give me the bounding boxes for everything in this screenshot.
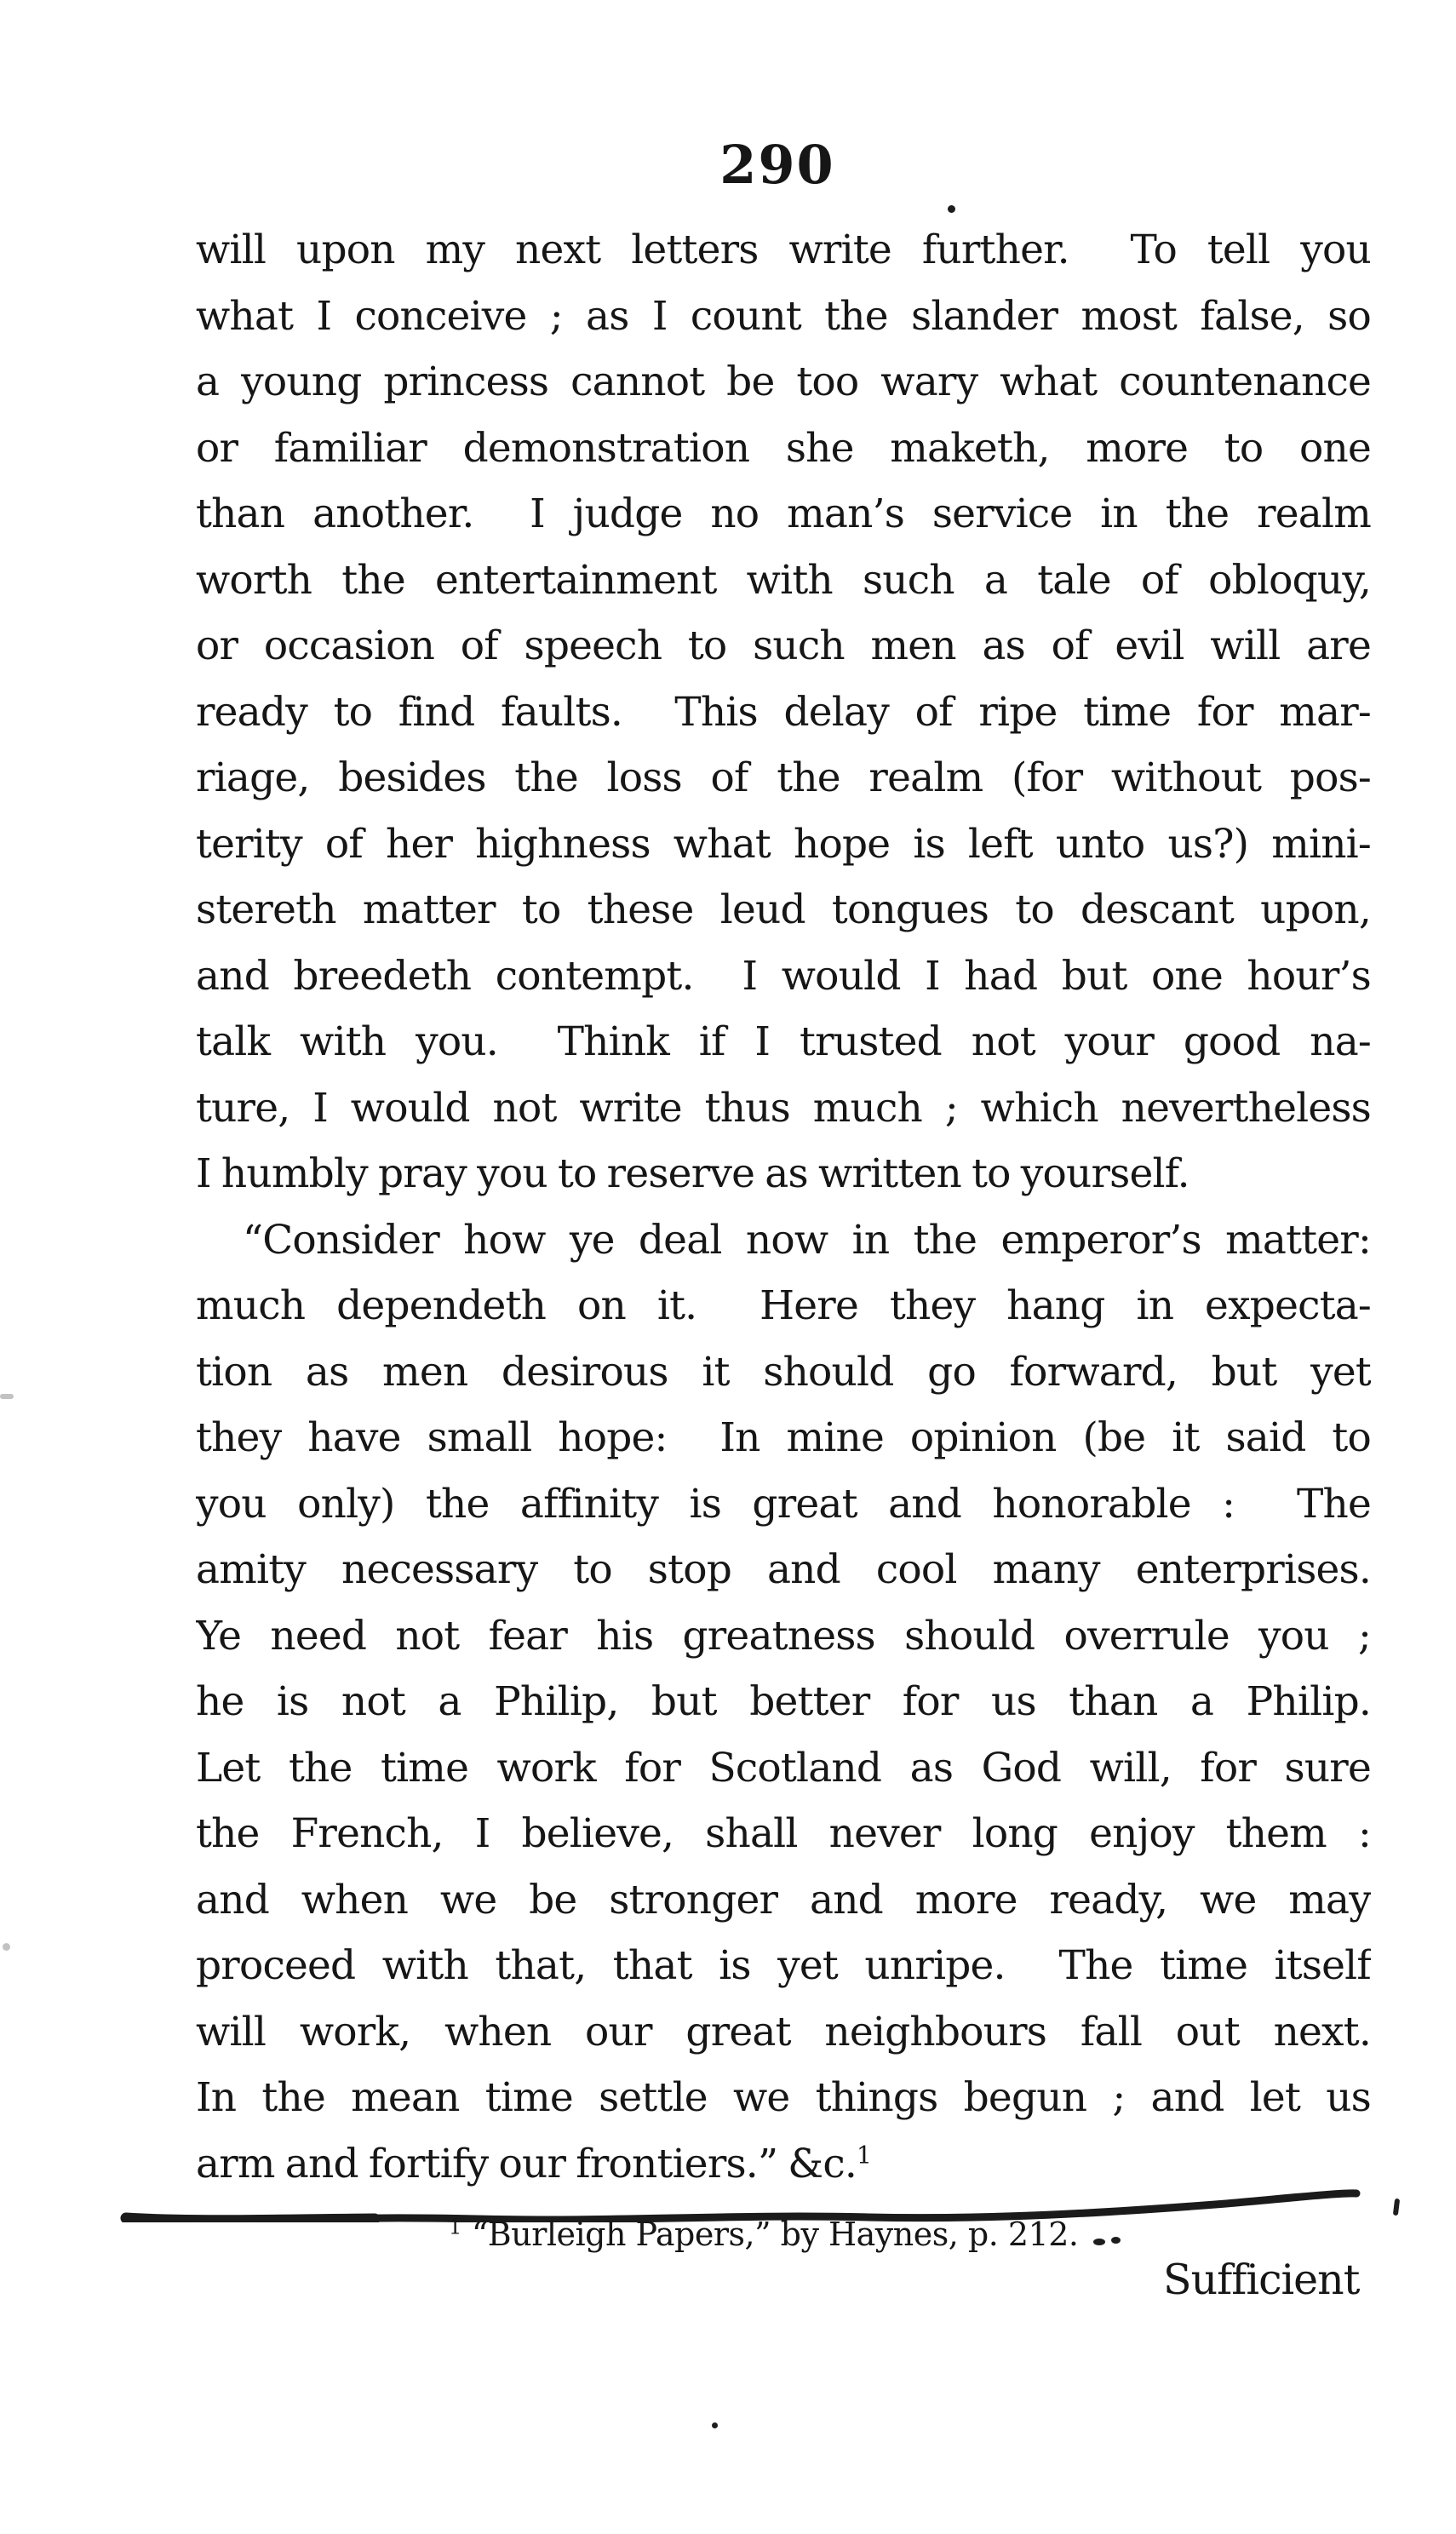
- text-line: I humbly pray you to reserve as written to yourself.: [196, 1150, 1189, 1197]
- page-number: 290: [719, 134, 835, 196]
- text-line: amity necessary to stop and cool many enterprises.: [196, 1546, 1371, 1593]
- closing-text: arm and fortify our frontiers.” &c.: [196, 2140, 857, 2187]
- scan-artifact: [0, 1394, 14, 1399]
- text-line: and breedeth contempt. I would I had but one hour’s: [196, 952, 1371, 1000]
- text-line: stereth matter to these leud tongues to descant upon,: [196, 886, 1371, 933]
- text-line: or familiar demonstration she maketh, more to one: [196, 424, 1371, 472]
- text-line: tion as men desirous it should go forward, but yet: [196, 1348, 1371, 1396]
- letter-text-block: [196, 217, 1371, 2197]
- text-line: and when we be stronger and more ready, we may: [196, 1876, 1371, 1923]
- text-line-paragraph-start: “Consider how ye deal now in the emperor’s matter:: [243, 1216, 1371, 1264]
- ink-speck: [712, 2422, 718, 2428]
- ink-speck: [948, 205, 955, 213]
- text-line: talk with you. Think if I trusted not your good na-: [196, 1018, 1371, 1065]
- text-line: Ye need not fear his greatness should overrule you ;: [196, 1612, 1371, 1660]
- text-line: ture, I would not write thus much ; which nevertheless: [196, 1084, 1371, 1132]
- text-line: the French, I believe, shall never long enjoy them :: [196, 1810, 1371, 1857]
- text-line: proceed with that, that is yet unripe. The time itself: [196, 1942, 1371, 1989]
- text-line: ready to find faults. This delay of ripe time for mar-: [196, 688, 1371, 736]
- text-line: you only) the affinity is great and honorable : The: [196, 1480, 1371, 1528]
- text-line: he is not a Philip, but better for us than a Philip.: [196, 1678, 1371, 1725]
- footnote-text: “Burleigh Papers,” by Haynes, p. 212.: [471, 2216, 1079, 2253]
- text-line: terity of her highness what hope is left unto us?) mini-: [196, 820, 1371, 868]
- ink-speck: [1111, 2237, 1121, 2244]
- ink-speck: [1393, 2199, 1400, 2216]
- text-line: In the mean time settle we things begun ; and let us: [196, 2074, 1371, 2121]
- ink-speck: [1093, 2239, 1105, 2245]
- text-line: will upon my next letters write further. To tell you: [196, 226, 1371, 273]
- text-line: a young princess cannot be too wary what countenance: [196, 358, 1371, 405]
- text-line: they have small hope: In mine opinion (be it said to: [196, 1414, 1371, 1461]
- catchword: Sufficient: [1163, 2256, 1360, 2304]
- text-line: will work, when our great neighbours fall out next.: [196, 2008, 1371, 2055]
- text-line: or occasion of speech to such men as of evil will are: [196, 622, 1371, 669]
- scan-artifact: [3, 1943, 10, 1951]
- text-line: Let the time work for Scotland as God will, for sure: [196, 1744, 1371, 1792]
- footnote: [449, 2215, 1078, 2256]
- text-line: worth the entertainment with such a tale of obloquy,: [196, 556, 1371, 604]
- text-line: what I conceive ; as I count the slander most false, so: [196, 292, 1371, 340]
- footnote-reference: 1: [857, 2140, 872, 2169]
- text-line: than another. I judge no man’s service in the realm: [196, 490, 1371, 537]
- footnote-marker: 1: [449, 2215, 462, 2239]
- text-line: riage, besides the loss of the realm (for without pos-: [196, 754, 1371, 801]
- text-line: much dependeth on it. Here they hang in expecta-: [196, 1282, 1371, 1329]
